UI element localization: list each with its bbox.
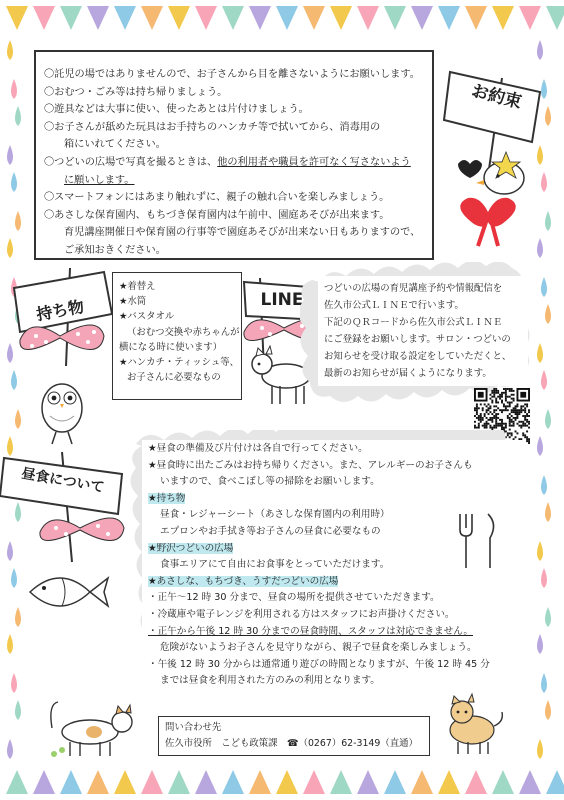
bunting-flag [276, 770, 298, 794]
bunting-flag [519, 6, 541, 30]
bunting-flag [330, 6, 352, 30]
bunting-flag [546, 770, 564, 794]
rule-line: 〇あさしな保育園内、もちづき保育園内は午前中、園庭あそびが出来ます。 [44, 209, 390, 221]
belongings-item: 横になる時に使います） [119, 341, 223, 353]
raindrop [537, 739, 543, 759]
rules-box [34, 50, 434, 260]
raindrop [7, 238, 13, 258]
rule-line: ご承知おきください。 [64, 244, 166, 256]
bunting-flag [60, 6, 82, 30]
lunch-line: ・午後 12 時 30 分からは通常通り遊びの時間となりますが、午後 12 時 45 分 [148, 658, 490, 670]
lunch-sign-label: 昼食について [20, 465, 106, 497]
bunting-flag [195, 770, 217, 794]
lunch-line: エプロンやお手拭き等お子さんの昼食に必要なもの [160, 525, 381, 537]
raindrop [537, 541, 543, 561]
contact-line [165, 736, 423, 752]
raindrop [545, 700, 551, 720]
bunting-flag [492, 6, 514, 30]
belongings-item: ★着替え [119, 281, 156, 292]
bunting-flag [6, 6, 28, 30]
bunting-flag [222, 6, 244, 30]
line-info-box [318, 276, 528, 386]
line-info-line: つどいの広場の育児講座予約や情報配信を [324, 283, 503, 294]
owl-illustration [28, 372, 98, 448]
lunch-info-box [148, 441, 526, 709]
raindrop [537, 238, 543, 258]
raindrop [15, 106, 21, 126]
bunting-flag [438, 6, 460, 30]
bunting-flag [465, 770, 487, 794]
line-info-line: にご登録をお願いします。サロン・つどいの [324, 334, 511, 345]
bunting-flag [114, 6, 136, 30]
lunch-heading: ★野沢つどいの広場 [148, 542, 234, 554]
bunting-flag [384, 770, 406, 794]
raindrop [545, 409, 551, 429]
belongings-item: ★ハンカチ・ティッシュ等、 [119, 357, 239, 369]
raindrop [541, 568, 547, 588]
bunting-flag [357, 770, 379, 794]
lunch-line: までは昼食を利用された方のみの利用となります。 [160, 675, 380, 687]
raindrop [11, 568, 17, 588]
raindrop [541, 673, 547, 693]
bunting-flag [60, 770, 82, 794]
raindrop [7, 40, 13, 60]
line-info-line: 最新のお知らせが届くようになります。 [324, 368, 492, 379]
bunting-flag [168, 770, 190, 794]
raindrop [11, 370, 17, 390]
raindrop [7, 634, 13, 654]
cat-flowers-illustration [44, 688, 140, 760]
small-dog-illustration [438, 690, 518, 758]
rule-underlined-text: 他の利用者や職員を許可なく写さないよう [217, 156, 411, 168]
bunting-flag [303, 6, 325, 30]
raindrop [545, 304, 551, 324]
raindrop [15, 211, 21, 231]
lunch-line: ・正午～12 時 30 分まで、昼食の場所を提供させていただきます。 [148, 592, 440, 604]
bunting-flag [357, 6, 379, 30]
bunting-flag [411, 6, 433, 30]
raindrop [545, 607, 551, 627]
rule-line: 箱にいれてください。 [64, 139, 166, 151]
raindrop [11, 79, 17, 99]
fork-knife-icon [448, 510, 504, 570]
belongings-item: （おむつ交換や赤ちゃんが [127, 326, 240, 338]
bunting-flag [330, 770, 352, 794]
raindrop [537, 436, 543, 456]
rule-underlined-text: に願いします。 [64, 174, 135, 186]
bunting-flag [33, 6, 55, 30]
bunting-flag [303, 770, 325, 794]
bunting-flag [411, 770, 433, 794]
contact-heading: 問い合わせ先 [165, 722, 222, 733]
belongings-item: お子さんに必要なもの [127, 372, 221, 384]
rule-line: 〇託児の場ではありませんので、お子さんから目を離さないようにお願いします。 [44, 69, 420, 80]
lunch-line: ★昼食時に出たごみはお持ち帰りください。また、アレルギーのお子さんも [148, 459, 473, 471]
raindrop [15, 700, 21, 720]
belongings-item: ★水筒 [119, 296, 147, 308]
bunting-flag [249, 770, 271, 794]
rule-line: 〇お子さんが舐めた玩具はお手持ちのハンカチ等で拭いてから、消毒用の [44, 121, 381, 133]
rule-line: 育児講座開催日や保育園の行事等で園庭あそびが出来ない日もありますので、 [64, 227, 421, 239]
line-info-line: 下記のＱＲコードから佐久市公式ＬＩＮＥ [324, 317, 503, 328]
belongings-item: ★バスタオル [119, 311, 175, 323]
lunch-line: 昼食・レジャーシート（あさしな保育園内の利用時） [160, 509, 390, 521]
bird-ribbon-illustration [444, 140, 534, 252]
rule-line: 〇おむつ・ごみ等は持ち帰りましょう。 [44, 86, 228, 98]
line-info-line: お知らせを受け取る設定をしていただくと、 [324, 351, 512, 362]
raindrop [11, 172, 17, 192]
rule-line: 〇つどいの広場で写真を撮るときは、他の利用者や職員を許可なく写さないよう [44, 156, 411, 168]
raindrop [15, 409, 21, 429]
lunch-line: 危険がないようお子さんを見守りながら、親子で昼食を楽しみましょう。 [160, 642, 477, 654]
contact-phone[interactable]: ☎（0267）62-3149（直通） [286, 738, 418, 749]
lunch-line: いますので、食べこぼし等の掃除をお願いします。 [160, 476, 380, 488]
line-sign-label: LINE [260, 290, 304, 310]
belongings-box [112, 272, 242, 400]
bunting-flag [141, 770, 163, 794]
bunting-flag [222, 770, 244, 794]
raindrop [7, 739, 13, 759]
bunting-flag [276, 6, 298, 30]
bunting-flag [492, 770, 514, 794]
bunting-flag [249, 6, 271, 30]
raindrop [7, 145, 13, 165]
raindrop [541, 475, 547, 495]
bunting-flag [384, 6, 406, 30]
bunting-flag [33, 770, 55, 794]
lunch-line: 食事エリアにて自由にお食事をとっていただけます。 [160, 559, 390, 571]
raindrop [11, 673, 17, 693]
bunting-flag [87, 6, 109, 30]
rule-line: 〇スマートフォンにはあまり触れずに、親子の触れ合いを楽しみましょう。 [44, 192, 390, 204]
bunting-flag [168, 6, 190, 30]
promise-sign-label: お約束 [469, 81, 524, 113]
line-info-line: 佐久市公式ＬＩＮＥで行います。 [324, 300, 464, 311]
bunting-flag [519, 770, 541, 794]
rule-line [44, 172, 424, 190]
bunting-flag [6, 770, 28, 794]
raindrop [541, 277, 547, 297]
raindrop [545, 211, 551, 231]
raindrop [545, 502, 551, 522]
bottom-bunting [0, 758, 564, 800]
bunting-flag [195, 6, 217, 30]
contact-org: 佐久市役所 こども政策課 [165, 738, 278, 749]
raindrop [537, 634, 543, 654]
raindrop [541, 370, 547, 390]
fish-illustration [22, 560, 112, 624]
belongings-sign-label: 持ち物 [34, 296, 86, 325]
lunch-heading: ★持ち物 [148, 492, 186, 504]
bunting-flag [546, 6, 564, 30]
bunting-flag [465, 6, 487, 30]
bunting-flag [114, 770, 136, 794]
lunch-underlined-text: ・正午から午後 12 時 30 分までの昼食時間、スタッフは対応できません。 [148, 625, 474, 637]
lunch-line: ★昼食の準備及び片付けは各自で行ってください。 [148, 443, 368, 454]
raindrop [537, 40, 543, 60]
lunch-line: ・冷蔵庫や電子レンジを利用される方はスタッフにお声掛けください。 [148, 608, 455, 620]
bunting-flag [87, 770, 109, 794]
lunch-line [148, 624, 526, 641]
contact-box [158, 716, 430, 756]
lunch-heading: ★あさしな、もちづき、うすだつどいの広場 [148, 575, 339, 587]
rule-line: 〇遊具などは大事に使い、使ったあとは片付けましょう。 [44, 104, 309, 116]
bunting-flag [438, 770, 460, 794]
bunting-flag [141, 6, 163, 30]
top-bunting [0, 0, 564, 40]
raindrop [15, 607, 21, 627]
